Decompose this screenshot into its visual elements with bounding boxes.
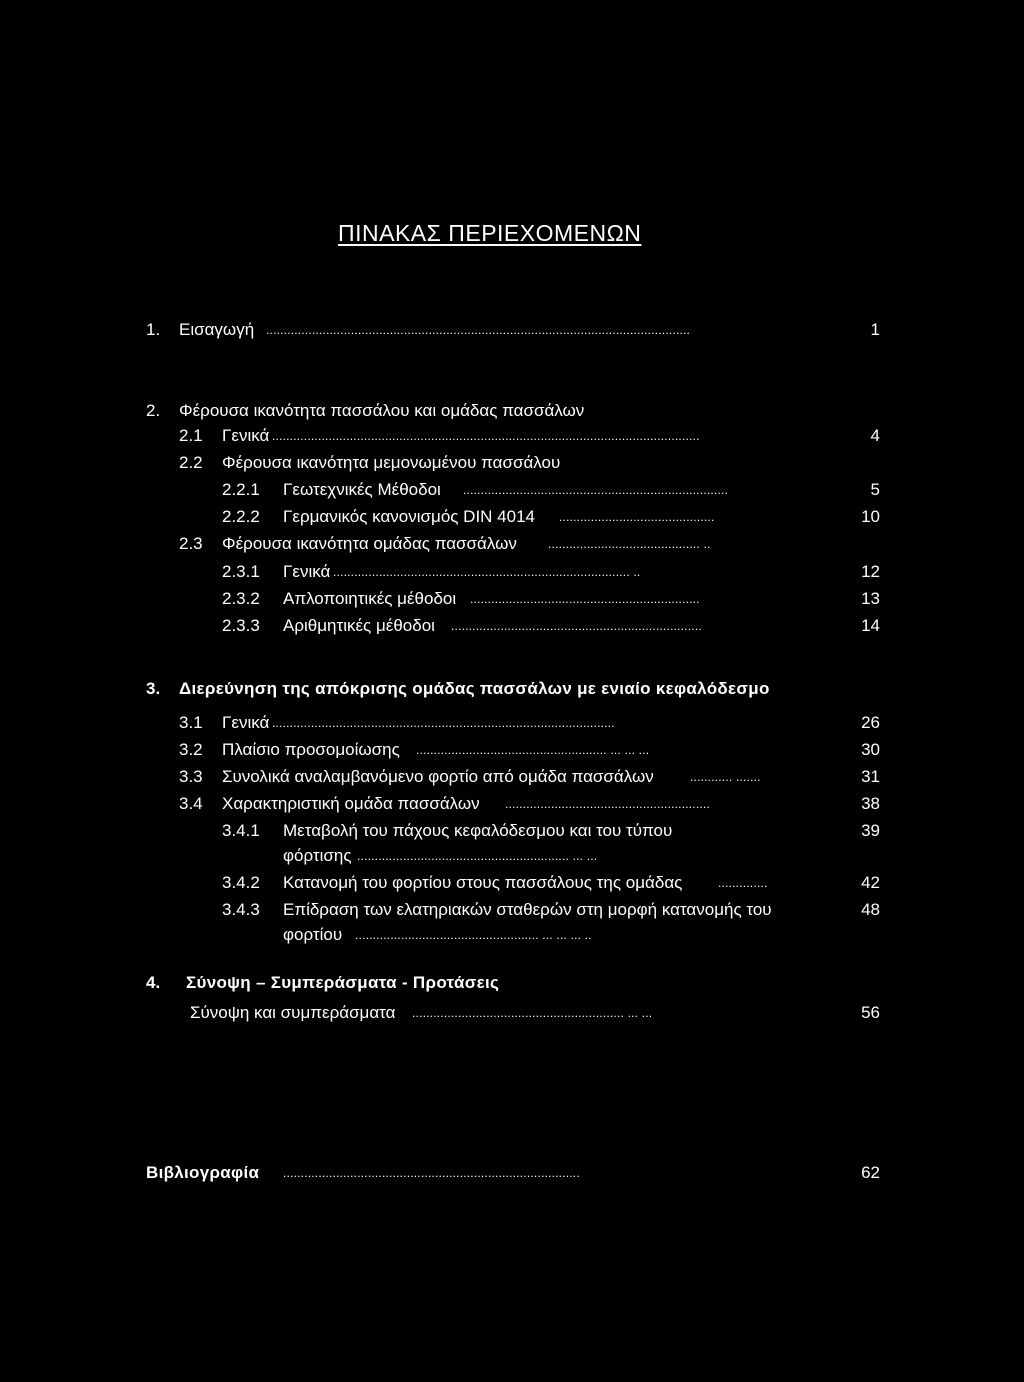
toc-entry-number: 3.4 (179, 794, 203, 813)
toc-entry-number: 3.2 (179, 740, 203, 759)
toc-leader-dots: ........................................... .. (548, 537, 711, 551)
toc-entry-number: 3.1 (179, 713, 203, 732)
toc-entry-label: Συνολικά αναλαμβανόμενο φορτίο από ομάδα πασσάλων (222, 767, 654, 786)
toc-entry-number: 3.4.3 (222, 900, 260, 919)
toc-entry-number: 2.3.1 (222, 562, 260, 581)
toc-leader-dots: .................................................... ... ... ... .. (355, 928, 592, 942)
toc-leader-dots: ............................................................ ... ... (412, 1006, 653, 1020)
toc-entry-page: 30 (861, 740, 880, 759)
toc-entry-page: 4 (870, 426, 880, 445)
toc-entry-label: Γερμανικός κανονισμός DIN 4014 (283, 507, 536, 526)
toc-entry-label: Μεταβολή του πάχους κεφαλόδεσμου και του τύπου (283, 821, 673, 840)
toc-entry-number: 2.3.3 (222, 616, 260, 635)
toc-entry-number: 2.3.2 (222, 589, 260, 608)
toc-entry-number: 2.1 (179, 426, 203, 445)
toc-entry-number: 3.4.1 (222, 821, 260, 840)
toc-entry-label-continued: φόρτισης (283, 846, 352, 865)
toc-entry-page: 39 (861, 821, 880, 840)
toc-entry-page: 31 (861, 767, 880, 786)
toc-entry-label: Γεωτεχνικές Μέθοδοι (283, 480, 441, 499)
toc-leader-dots: ........................................................................................................................ (266, 323, 691, 337)
toc-entry-label: Γενικά (283, 562, 331, 581)
toc-leader-dots: .................................................................................... .. (333, 565, 641, 579)
toc-leader-dots: .............. (718, 876, 768, 890)
toc-entry-label: Φέρουσα ικανότητα μεμονωμένου πασσάλου (222, 453, 561, 472)
toc-leader-dots: .................................................................................... (283, 1166, 580, 1180)
toc-entry-page: 13 (861, 589, 880, 608)
toc-entry-page: 12 (861, 562, 880, 581)
toc-entry-label: Εισαγωγή (179, 320, 255, 339)
toc-entry-label: Επίδραση των ελατηριακών σταθερών στη μορφή κατανομής του (283, 900, 772, 919)
toc-leader-dots: .......................................................... (505, 797, 710, 811)
toc-entry-number: 2.2 (179, 453, 203, 472)
toc-entry-label: Αριθμητικές μέθοδοι (283, 616, 435, 635)
toc-entry-label: Φέρουσα ικανότητα πασσάλου και ομάδας πασσάλων (179, 401, 585, 420)
toc-entry-number: 3.3 (179, 767, 203, 786)
toc-entry-page: 5 (870, 480, 880, 499)
toc-entry-number: 2.2.1 (222, 480, 260, 499)
toc-leader-dots: ...................................................... ... ... ... (416, 743, 650, 757)
toc-leader-dots: ............................................................ ... ... (357, 849, 598, 863)
toc-leader-dots: ............ ....... (690, 770, 761, 784)
toc-entry-label: Πλαίσιο προσομοίωσης (222, 740, 400, 759)
toc-entry-label: Κατανομή του φορτίου στους πασσάλους της ομάδας (283, 873, 683, 892)
toc-entry-label: Βιβλιογραφία (146, 1163, 260, 1182)
toc-entry-page: 26 (861, 713, 880, 732)
toc-entry-number: 3. (146, 679, 161, 698)
toc-entry-page: 10 (861, 507, 880, 526)
toc-leader-dots: ................................................................................................. (272, 716, 615, 730)
toc-entry-number: 4. (146, 973, 161, 992)
toc-entry-label: Χαρακτηριστική ομάδα πασσάλων (222, 794, 480, 813)
toc-leader-dots: ................................................................. (470, 592, 700, 606)
toc-entry-label: Διερεύνηση της απόκρισης ομάδας πασσάλων με ενιαίο κεφαλόδεσμο (179, 679, 770, 698)
toc-entry-page: 14 (861, 616, 880, 635)
toc-entry-label-continued: φορτίου (283, 925, 343, 944)
toc-entry-number: 1. (146, 320, 161, 339)
toc-leader-dots: ......................................................................................................................... (272, 429, 700, 443)
toc-entry-number: 2. (146, 401, 161, 420)
toc-entry-label: Γενικά (222, 426, 270, 445)
toc-leader-dots: ............................................ (559, 510, 715, 524)
toc-entry-page: 56 (861, 1003, 880, 1022)
toc-leader-dots: ........................................................................... (463, 483, 729, 497)
toc-entry-label: Γενικά (222, 713, 270, 732)
toc-entry-page: 48 (861, 900, 880, 919)
toc-entry-label: Φέρουσα ικανότητα ομάδας πασσάλων (222, 534, 517, 553)
toc-leader-dots: ....................................................................... (451, 619, 702, 633)
page-title: ΠΙΝΑΚΑΣ ΠΕΡΙΕΧΟΜΕΝΩΝ (338, 220, 642, 246)
toc-entry-label: Απλοποιητικές μέθοδοι (283, 589, 457, 608)
toc-entry-page: 1 (870, 320, 880, 339)
toc-entry-label: Σύνοψη και συμπεράσματα (190, 1003, 396, 1022)
toc-entry-number: 3.4.2 (222, 873, 260, 892)
toc-entry-label: Σύνοψη – Συμπεράσματα - Προτάσεις (186, 973, 500, 992)
toc-entry-page: 62 (861, 1163, 880, 1182)
toc-entry-number: 2.2.2 (222, 507, 260, 526)
toc-entry-number: 2.3 (179, 534, 203, 553)
toc-entry-page: 38 (861, 794, 880, 813)
toc-entry-page: 42 (861, 873, 880, 892)
